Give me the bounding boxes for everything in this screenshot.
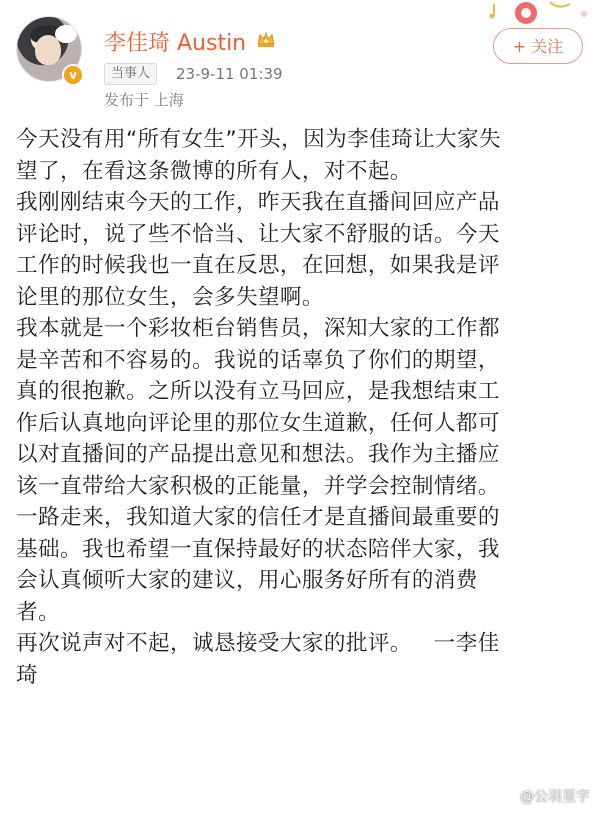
username[interactable]: 李佳琦 Austin [104,31,247,56]
post-header [0,0,600,120]
watermark-text: @公羽星宇 [520,789,590,805]
location: 发布于 上海 [104,91,184,109]
avatar-dog [55,25,77,43]
music-note-icon [488,0,600,30]
timestamp: 23-9-11 01:39 [176,65,283,83]
post-text: 今天没有用“所有女生”开头，因为李佳琦让大家失 望了，在看这条微博的所有人，对不起。 我刚刚结束今天的工作，昨天我在直播间回应产品 评论时，说了些不恰当、让大家不舒服的话。今天 工作的时候我也一直在反思，在回想，如果我是评 论里的那位女生，会多失望啊。 我本就是一个彩妆柜台销售员，深知大家的工作都 是辛苦和不容易的。我说的话辜负了你们的期望， 真的很抱歉。之所以没有立马回应，是我想结束工 作后认真地向评论里的那位女生道歉，任何人都可 以对直播间的产品提出意见和想法。我作为主播应 该一直带给大家积极的正能量，并学会控制情绪。 一路走来，我知道大家的信任才是直播间最重要的 基础。我也希望一直保持最好的状态陪伴大家，我 会认真倾听大家的建议，用心服务好所有的消费 者。 再次说声对不起，诚恳接受大家的批评。 一李佳 琦 [16,127,502,688]
crown-icon [256,30,276,48]
camera-logo-icon [500,788,516,804]
verified-badge-icon: v [62,64,84,86]
watermark [500,786,590,806]
party-tag: 当事人 [104,63,157,85]
follow-button[interactable]: + 关注 [493,28,583,64]
